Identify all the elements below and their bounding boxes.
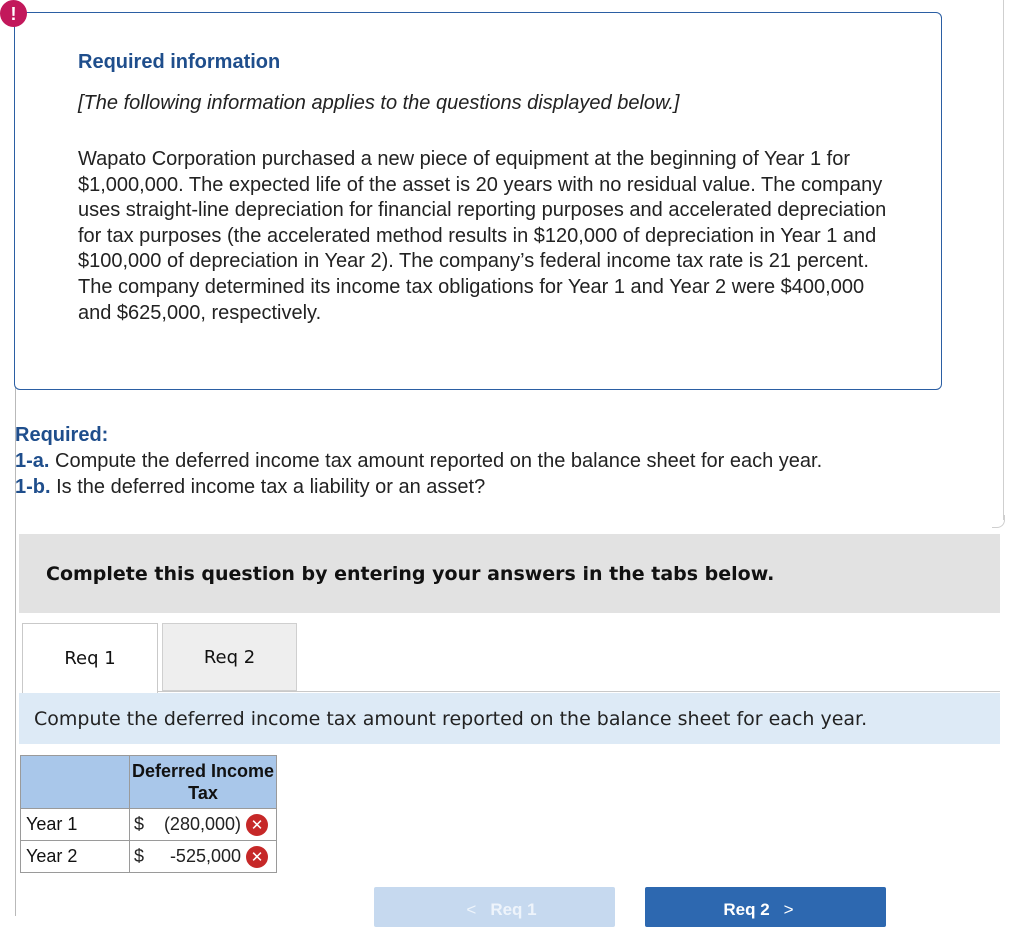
instruction-bar: Compute the deferred income tax amount reported on the balance sheet for each year. (19, 693, 1000, 744)
chevron-right-icon: > (783, 900, 794, 919)
required-heading: Required: (15, 424, 109, 446)
tab-divider (158, 691, 1000, 692)
tab-req-2[interactable]: Req 2 (162, 623, 297, 691)
year-2-answer-cell[interactable] (130, 841, 277, 873)
year-2-answer-value[interactable]: -525,000 (169, 846, 241, 866)
year-1-answer-value[interactable]: (280,000) (163, 814, 241, 834)
table-row (21, 841, 277, 873)
row-label-year-2: Year 2 (21, 841, 130, 873)
deferred-tax-table (20, 755, 277, 873)
table-header-blank (21, 756, 130, 809)
required-item-1b: 1-b. Is the deferred income tax a liability or an asset? (15, 476, 486, 498)
info-subtitle: [The following information applies to the questions displayed below.] (78, 92, 680, 114)
year-1-answer-cell[interactable] (130, 809, 277, 841)
table-row (21, 809, 277, 841)
prev-req-1-button[interactable]: < Req 1 (374, 887, 615, 927)
incorrect-x-icon: ✕ (246, 814, 268, 836)
next-req-2-button[interactable]: Req 2 > (645, 887, 886, 927)
tab-req-1[interactable]: Req 1 (22, 623, 158, 693)
currency-symbol: $ (134, 846, 145, 866)
chevron-left-icon: < (466, 900, 477, 919)
exclamation-icon: ! (0, 0, 27, 27)
currency-symbol: $ (134, 814, 145, 834)
incorrect-x-icon: ✕ (246, 846, 268, 868)
right-border (1003, 0, 1004, 520)
required-section (15, 422, 1000, 500)
complete-question-banner: Complete this question by entering your answers in the tabs below. (19, 534, 1000, 613)
info-title: Required information (78, 51, 281, 73)
info-body: Wapato Corporation purchased a new piece of equipment at the beginning of Year 1 for $1,000,000. The expected life of the asset is 20 years with no residual value. The company uses straight-line depreciation for financial reporting purposes and accelerated depreciation for tax purposes (the accelerated method results in $120,000 of depreciation in Year 1 and $100,000 of depreciation in Year 2). The company’s federal income tax rate is 21 percent. The company determined its income tax obligations for Year 1 and Year 2 were $400,000 and $625,000, respectively. (78, 148, 887, 324)
table-header-deferred-income-tax: Deferred Income Tax (130, 756, 277, 809)
required-item-1a: 1-a. Compute the deferred income tax amount reported on the balance sheet for each year. (15, 450, 823, 472)
row-label-year-1: Year 1 (21, 809, 130, 841)
table-header-row (21, 756, 277, 809)
right-border-corner (992, 515, 1005, 528)
